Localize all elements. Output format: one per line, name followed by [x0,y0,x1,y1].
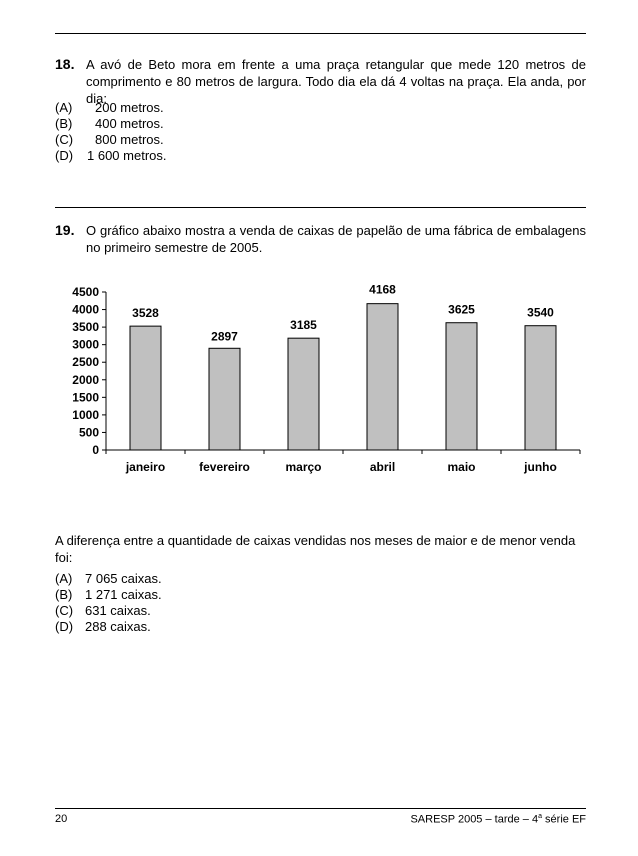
option-label: (A) [55,100,73,115]
y-tick-label: 3500 [72,320,99,335]
question-19-prompt: A diferença entre a quantidade de caixas vendidas nos meses de maior e de menor venda foi: [55,533,576,565]
question-19-text: O gráfico abaixo mostra a venda de caixas de papelão de uma fábrica de embalagens no primeiro semestre de 2005. [86,223,586,255]
bar-chart [55,278,595,478]
q19-option-c [55,603,151,619]
data-label: 3528 [132,306,159,321]
y-tick-label: 4500 [72,285,99,299]
y-tick-label: 2000 [72,372,99,387]
option-value: 631 caixas. [85,603,151,618]
option-value: 7 065 caixas. [85,571,162,586]
q19-option-b [55,587,162,603]
footer-source-end: série EF [541,813,586,826]
bar-junho [525,326,556,450]
section-divider [55,207,586,208]
q19-option-d [55,619,151,635]
footer-divider [55,808,586,809]
y-tick-label: 0 [92,443,99,457]
x-tick-label: abril [369,460,396,474]
option-value: 288 caixas. [85,619,151,634]
data-label: 4168 [369,282,396,297]
q18-option-b [55,116,164,132]
q19-option-a [55,571,162,587]
y-tick-label: 3000 [72,337,99,352]
bar-março [288,338,319,450]
x-tick-label: março [285,460,322,474]
question-19-number: 19. [55,222,75,238]
option-label: (B) [55,587,73,602]
option-value: 400 metros. [95,116,164,131]
q18-option-c [55,132,164,148]
q18-option-a [55,100,164,116]
option-label: (C) [55,132,74,147]
footer-source-text: SARESP 2005 – tarde – 4 [410,813,539,826]
option-value: 1 600 metros. [87,148,167,163]
page-number: 20 [55,813,68,825]
option-label: (B) [55,116,73,131]
footer-source [410,813,586,826]
bar-janeiro [130,326,161,450]
y-tick-label: 1500 [72,390,99,405]
option-label: (C) [55,603,74,618]
y-tick-label: 1000 [72,407,99,422]
data-label: 3625 [448,302,475,317]
data-label: 3185 [290,318,317,333]
x-tick-label: janeiro [125,460,166,474]
question-18-number: 18. [55,56,75,72]
option-label: (A) [55,571,73,586]
option-label: (D) [55,148,74,163]
data-label: 3540 [527,305,554,320]
q18-option-d [55,148,167,164]
bar-abril [367,304,398,450]
option-value: 1 271 caixas. [85,587,162,602]
data-label: 2897 [211,329,238,344]
bar-maio [446,323,477,450]
bar-fevereiro [209,348,240,450]
x-tick-label: junho [524,460,557,474]
footer-superscript: a [538,813,542,820]
y-tick-label: 500 [78,425,99,440]
y-tick-label: 4000 [72,302,99,317]
option-value: 800 metros. [95,132,164,147]
x-tick-label: fevereiro [199,460,250,474]
x-tick-label: maio [447,460,476,474]
option-label: (D) [55,619,74,634]
y-tick-label: 2500 [72,355,99,370]
top-divider [55,33,586,34]
question-18-text: A avó de Beto mora em frente a uma praça retangular que mede 120 metros de comprimento e 80 metros de largura. Todo dia ela dá 4 voltas na praça. Ela anda, por dia: [86,57,586,106]
option-value: 200 metros. [95,100,164,115]
